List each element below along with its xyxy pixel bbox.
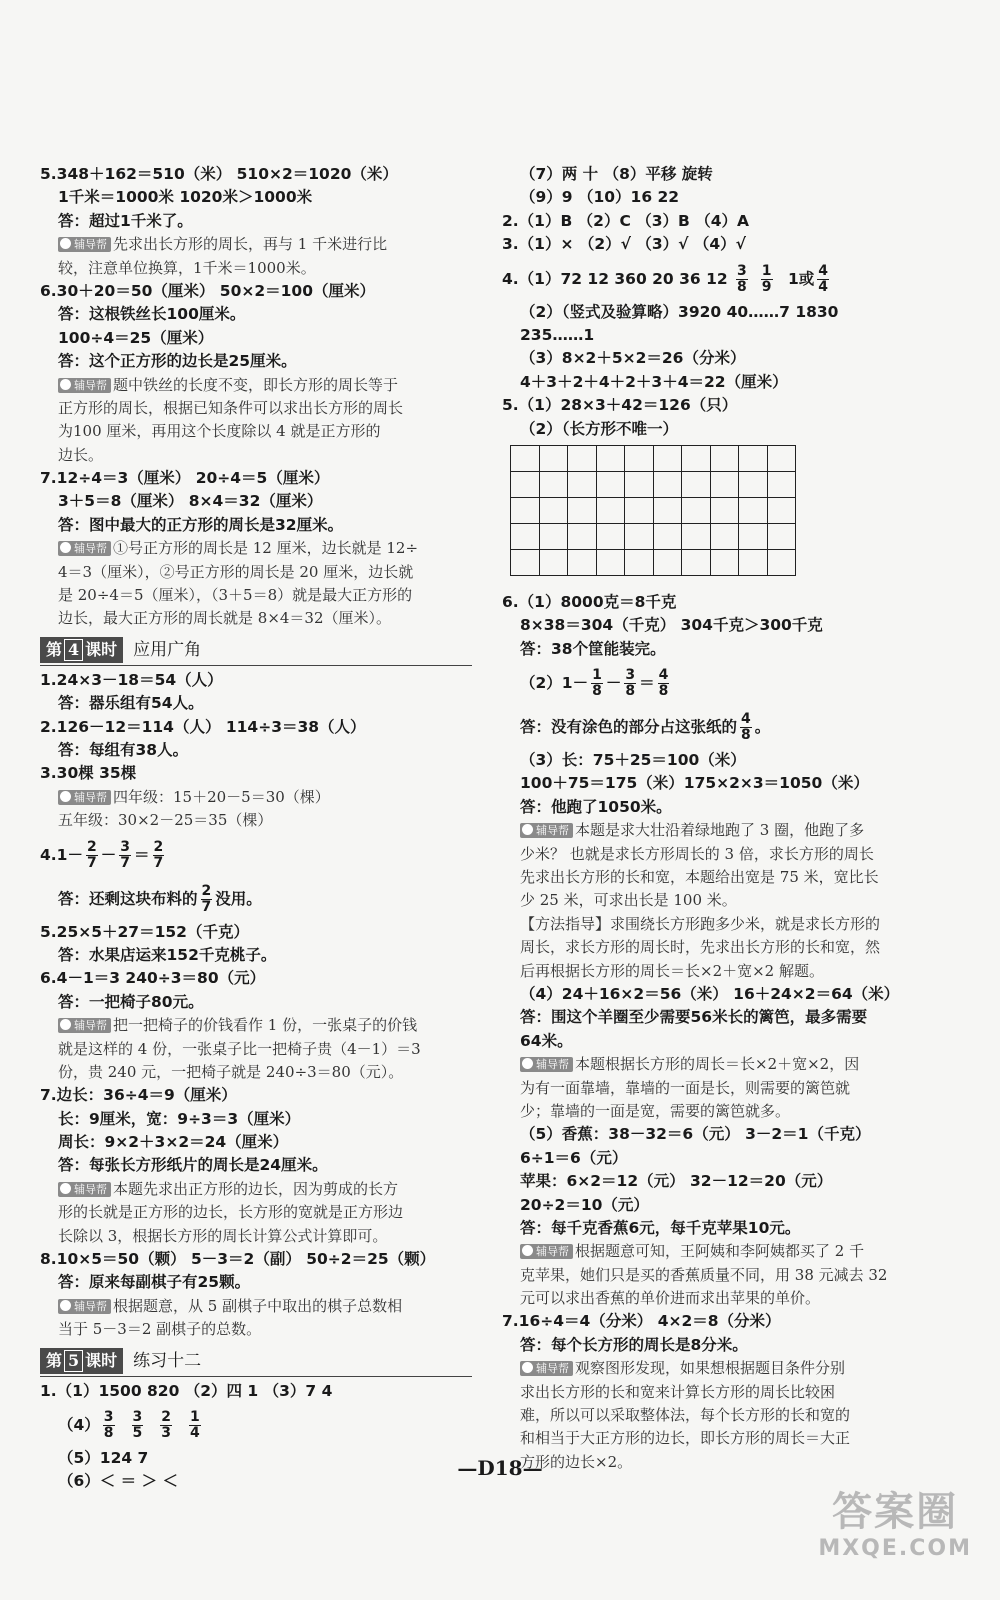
tutor-badge-label: 辅导帮 [536,1362,569,1376]
tutor-note-text: 求出长方形的长和宽来计算长方形的周长比较困 [520,1382,836,1401]
grid-cell [654,472,683,498]
grid-cell [511,498,540,524]
tutor-note-line [502,819,934,842]
equation-prefix: 4.1－ [40,845,83,864]
tutor-badge-icon [522,1362,533,1373]
tutor-badge [58,541,111,556]
answer-line: 答：这根铁丝长100厘米。 [58,305,246,324]
grid-cell [597,472,626,498]
grid-cell [540,472,569,498]
answer-line: 64米。 [520,1031,573,1050]
fraction [740,712,752,743]
tutor-badge-label: 辅导帮 [74,238,107,252]
tutor-badge-icon [60,379,71,390]
tutor-note-text: 克苹果，她们只是买的香蕉质量不同，用 38 元减去 32 [520,1265,888,1284]
grid-cell [682,498,711,524]
lesson-tag [40,637,123,663]
fraction-numerator: 3 [120,838,130,855]
tutor-note-text: 为有一面靠墙，靠墙的一面是长，则需要的篱笆就 [520,1078,851,1097]
tutor-note-line [40,537,472,560]
fraction-list [40,1403,472,1447]
answer-line: 2.126－12＝114（人） 114÷3＝38（人） [40,717,366,736]
answer-line: 答：图中最大的正方形的周长是32厘米。 [58,515,344,534]
fraction-numerator: 4 [818,262,828,279]
fraction-numerator: 2 [153,838,164,855]
tutor-note-text: ①号正方形的周长是 12 厘米，边长就是 12÷ [113,539,419,558]
tutor-badge-icon [60,238,71,249]
grid-cell [625,472,654,498]
grid-cell [625,524,654,550]
tutor-note-line [40,374,472,397]
answer-line: 6.4－1＝3 240÷3＝80（元） [40,969,266,988]
tutor-note-text: 根据题意可知，王阿姨和李阿姨都买了 2 千 [575,1242,865,1261]
tutor-note-line [40,397,472,420]
answer-line: 答：他跑了1050米。 [520,797,672,816]
tutor-badge-label: 辅导帮 [536,1058,569,1072]
fraction [119,840,131,871]
tutor-badge [520,1057,573,1072]
page-number: —D18— [457,1456,543,1480]
answer-prefix: 答：没有涂色的部分占这张纸的 [520,718,738,737]
fraction-denominator: 3 [161,1424,172,1441]
grid-cell [711,550,740,576]
tutor-note-line [502,1240,934,1263]
tutor-badge-label: 辅导帮 [74,542,107,556]
fraction [624,668,636,699]
fraction-numerator: 3 [103,1408,114,1425]
answer-line: 答：器乐组有54人。 [58,694,204,713]
tutor-note-line [40,561,472,584]
answer-line: 6.（1）8000克＝8千克 [502,592,677,611]
square-grid [510,445,796,576]
tutor-badge-icon [60,1300,71,1311]
tutor-note-line [502,1287,934,1310]
tutor-note-line [40,233,472,256]
tutor-note-text: 边长，最大正方形的周长就是 8×4＝32（厘米）。 [58,609,392,628]
grid-cell [568,498,597,524]
equation-prefix: （2）1－ [520,674,589,693]
tutor-note-text: 边长。 [58,445,104,464]
answer-line: （2）（长方形不唯一） [520,419,679,438]
watermark [818,1488,972,1561]
grid-cell [654,446,683,472]
tutor-note-text: 为100 厘米，再用这个长度除以 4 就是正方形的 [58,422,381,441]
lesson-title: 应用广角 [133,639,202,660]
answer-line: 答：38个筐能装完。 [520,639,666,658]
tutor-note-line [502,866,934,889]
grid-cell [568,550,597,576]
grid-cell [711,524,740,550]
tutor-badge-label: 辅导帮 [74,1299,107,1313]
grid-cell [540,550,569,576]
tutor-badge-icon [522,1245,533,1256]
grid-cell [711,446,740,472]
lesson-number: 4 [64,639,83,661]
left-column [40,163,472,1494]
answer-line: 答：每个长方形的周长是8分米。 [520,1335,748,1354]
answer-line: 答：水果店运来152千克桃子。 [58,945,277,964]
tutor-note-text: 本题是求大壮沿着绿地跑了 3 圈，他跑了多 [575,821,865,840]
grid-cell [739,446,768,472]
grid-cell [568,524,597,550]
tutor-badge-icon [60,542,71,553]
answer-line: 答：围这个羊圈至少需要56米长的篱笆，最多需要 [520,1008,868,1027]
grid-cell [597,446,626,472]
tutor-note-line [502,913,934,936]
tutor-badge [58,237,111,252]
tutor-badge-label: 辅导帮 [74,790,107,804]
fraction [103,1410,115,1441]
tutor-badge-label: 辅导帮 [536,1245,569,1259]
fraction-denominator: 5 [132,1424,143,1441]
grid-cell [682,472,711,498]
tutor-note-line [502,1100,934,1123]
lesson-prefix: 第 [46,1350,63,1370]
fraction-numerator: 3 [132,1408,143,1425]
rectangle-grid-figure [502,441,934,591]
answer-line: 100＋75＝175（米）175×2×3＝1050（米） [520,774,869,793]
answer-line: 235……1 [520,325,595,344]
answer-line: 20÷2＝10（元） [520,1195,649,1214]
tutor-note-text: 正方形的周长，根据已知条件可以求出长方形的周长 [58,398,404,417]
grid-cell [739,524,768,550]
fraction [817,264,829,295]
fraction-numerator: 2 [161,1408,172,1425]
fraction [153,840,165,871]
tutor-note-text: 先求出长方形的长和宽，本题给出宽是 75 米，宽比长 [520,868,879,887]
lesson-suffix: 课时 [85,1350,118,1370]
lesson-tag [40,1348,123,1374]
grid-cell [768,524,797,550]
tutor-note-line [502,1427,934,1450]
tutor-note-text: 周长，求长方形的周长时，先求出长方形的长和宽，然 [520,938,881,957]
fraction-numerator: 4 [741,711,751,728]
grid-cell [511,550,540,576]
fraction-answer [40,877,472,921]
answer-suffix: 没用。 [215,889,262,908]
grid-cell [568,472,597,498]
fraction-denominator: 8 [741,727,751,744]
tutor-note-line [502,960,934,983]
fraction-numerator: 3 [625,667,636,684]
grid-cell [711,472,740,498]
grid-cell [511,446,540,472]
tutor-note-text: 四年级：15＋20－5＝30（棵） [113,787,330,806]
tutor-note-text: 五年级：30×2－25＝35（棵） [58,811,273,830]
answer-line: （9）9 （10）16 22 [520,188,680,207]
lesson-suffix: 课时 [85,639,118,659]
tutor-note-text: 本题先求出正方形的边长，因为剪成的长方 [113,1179,399,1198]
answer-line: 答：一把椅子80元。 [58,992,204,1011]
fraction [658,668,670,699]
tutor-note-line [502,1404,934,1427]
answer-line: 5.25×5＋27＝152（千克） [40,922,249,941]
grid-cell [682,524,711,550]
fraction [160,1410,172,1441]
tutor-note-line [502,1264,934,1287]
tutor-note-line [40,1201,472,1224]
answer-line: （6）＜ ＝ ＞ ＜ [58,1472,178,1491]
tutor-note-text: 较，注意单位换算，1千米＝1000米。 [58,258,316,277]
tutor-note-line [502,1357,934,1380]
fraction-denominator: 8 [625,683,636,700]
tutor-badge-icon [60,791,71,802]
tutor-badge [520,1361,573,1376]
answer-line: 5.348＋162＝510（米） 510×2＝1020（米） [40,165,398,183]
grid-cell [540,524,569,550]
answer-line: 长：9厘米，宽：9÷3＝3（厘米） [58,1109,301,1128]
answer-line: 答：每张长方形纸片的周长是24厘米。 [58,1156,328,1175]
fraction-numerator: 4 [658,667,669,684]
fraction-numerator: 2 [201,882,212,899]
lesson-header [40,1346,472,1377]
grid-cell [511,472,540,498]
fraction-denominator: 8 [737,278,747,295]
fraction-answer [502,705,934,749]
tutor-note-line [40,1318,472,1341]
answer-line: 7.16÷4＝4（分米） 4×2＝8（分米） [502,1312,781,1331]
tutor-note-line [40,1178,472,1201]
tutor-badge [58,378,111,393]
answer-line: 答：这个正方形的边长是25厘米。 [58,352,297,371]
tutor-note-line [40,1225,472,1248]
tutor-note-text: 4＝3（厘米），②号正方形的周长是 20 厘米，边长就 [58,562,414,581]
fraction-denominator: 8 [103,1424,114,1441]
fraction-denominator: 7 [86,854,97,871]
fraction [132,1410,144,1441]
fraction-numerator: 1 [592,667,602,684]
answer-line: 6.30＋20＝50（厘米） 50×2＝100（厘米） [40,281,375,300]
answer-line: 3.（1）× （2）√ （3）√ （4）√ [502,235,747,254]
fraction-numerator: 1 [190,1408,200,1425]
mixed-prefix: 4.（1）72 12 360 20 36 12 [502,269,734,288]
tutor-note-text: 形的长就是正方形的边长，长方形的宽就是正方形边 [58,1203,404,1222]
answer-line: （2）（竖式及验算略）3920 40……7 1830 [520,302,839,321]
operator: － [100,845,117,864]
grid-cell [597,524,626,550]
operator: ＝ [133,845,150,864]
answer-line: 答：每千克香蕉6元，每千克苹果10元。 [520,1218,801,1237]
grid-cell [768,446,797,472]
tutor-note-line [502,1053,934,1076]
grid-cell [511,524,540,550]
tutor-note-text: 方形的边长×2。 [520,1452,633,1471]
answer-suffix: 。 [754,718,771,737]
answer-line: 8.10×5＝50（颗） 5－3＝2（副） 50÷2＝25（颗） [40,1250,436,1269]
tutor-note-text: 观察图形发现，如果想根据题目条件分别 [575,1359,846,1378]
answer-line: 1千米＝1000米 1020米＞1000米 [58,188,313,207]
answer-line: 7.12÷4＝3（厘米） 20÷4＝5（厘米） [40,469,330,488]
grid-cell [540,498,569,524]
tutor-note-line [40,786,472,809]
answer-line: 5.（1）28×3＋42＝126（只） [502,396,738,415]
tutor-note-line [40,1014,472,1037]
tutor-note-line [40,444,472,467]
fraction-numerator: 2 [86,838,97,855]
tutor-note-line [40,1038,472,1061]
tutor-badge-label: 辅导帮 [536,824,569,838]
fraction [591,668,603,699]
grid-cell [739,498,768,524]
grid-cell [654,524,683,550]
tutor-badge [58,790,111,805]
tutor-note-line [502,1077,934,1100]
fraction-numerator: 1 [761,262,772,279]
grid-cell [597,498,626,524]
grid-cell [739,550,768,576]
answer-line: 6÷1＝6（元） [520,1148,628,1167]
tutor-note-text: 本题根据长方形的周长＝长×2＋宽×2，因 [575,1055,860,1074]
grid-cell [768,550,797,576]
watermark-url: MXQE.COM [818,1536,972,1561]
lesson-prefix: 第 [46,639,63,659]
answer-line: 100÷4＝25（厘米） [58,328,214,347]
fraction [201,884,213,915]
tutor-note-line [40,420,472,443]
grid-cell [597,550,626,576]
answer-line: （3）长：75＋25＝100（米） [520,751,746,770]
grid-cell [768,498,797,524]
right-column [502,163,934,1474]
answer-prefix: 答：还剩这块布料的 [58,889,198,908]
tutor-badge [520,1244,573,1259]
tutor-badge-icon [60,1183,71,1194]
grid-cell [654,498,683,524]
fraction-mixed-line [502,257,934,301]
tutor-note-text: 少米？ 也就是求长方形周长的 3 倍，求长方形的周长 [520,844,874,863]
tutor-note-text: 【方法指导】求围绕长方形跑多少米，就是求长方形的 [520,914,881,933]
fraction-equation [40,833,472,877]
answer-line: 周长：9×2＋3×2＝24（厘米） [58,1133,289,1152]
grid-cell [540,446,569,472]
operator: － [605,674,622,693]
answer-line: 8×38＝304（千克） 304千克＞300千克 [520,616,823,635]
tutor-note-line [502,889,934,912]
fraction [761,264,773,295]
fraction-numerator: 3 [737,262,747,279]
fraction-denominator: 4 [818,278,828,295]
fraction-denominator: 7 [153,854,164,871]
tutor-badge-icon [522,1058,533,1069]
answer-line: 答：原来每副棋子有25颗。 [58,1273,251,1292]
answer-line: （5）124 7 [58,1448,149,1467]
tutor-note-text: 长除以 3，根据长方形的周长计算公式计算即可。 [58,1226,388,1245]
tutor-badge [58,1182,111,1197]
tutor-badge [520,823,573,838]
tutor-note-text: 是 20÷4＝5（厘米），（3＋5＝8）就是最大正方形的 [58,586,413,605]
tutor-note-line [40,1061,472,1084]
tutor-badge-icon [60,1019,71,1030]
answer-line: 3＋5＝8（厘米） 8×4＝32（厘米） [58,492,323,511]
tutor-badge-icon [522,824,533,835]
answer-line: 1.（1）1500 820 （2）四 1 （3）7 4 [40,1381,333,1400]
grid-cell [625,446,654,472]
tutor-badge-label: 辅导帮 [74,1182,107,1196]
grid-cell [711,498,740,524]
lesson-header [40,635,472,666]
tutor-note-text: 先求出长方形的周长，再与 1 千米进行比 [113,235,388,254]
fraction-denominator: 8 [592,683,602,700]
tutor-badge-label: 辅导帮 [74,1019,107,1033]
tutor-note-line [40,1295,472,1318]
tutor-badge [58,1018,111,1033]
tutor-note-text: 当于 5－3＝2 副棋子的总数。 [58,1320,262,1339]
lesson-number: 5 [64,1350,83,1372]
tutor-note-text: 根据题意，从 5 副棋子中取出的棋子总数相 [113,1296,403,1315]
tutor-note-text: 把一把椅子的价钱看作 1 份，一张桌子的价钱 [113,1016,418,1035]
tutor-note-text: 后再根据长方形的周长＝长×2＋宽×2 解题。 [520,961,824,980]
fraction-denominator: 8 [658,683,669,700]
tutor-note-line [40,257,472,280]
tutor-note-text: 少；靠墙的一面是宽，需要的篱笆就多。 [520,1101,791,1120]
answer-line: 苹果：6×2＝12（元） 32－12＝20（元） [520,1172,833,1191]
tutor-note-text: 少 25 米，可求出长是 100 米。 [520,891,737,910]
mixed-mid: 1或 [782,269,815,288]
tutor-note-text: 份，贵 240 元，一把椅子就是 240÷3＝80（元）。 [58,1062,404,1081]
tutor-note-line [502,1381,934,1404]
answer-line: 7.边长：36÷4＝9（厘米） [40,1086,237,1105]
fraction-denominator: 4 [190,1424,200,1441]
tutor-note-text: 和相当于大正方形的边长，即长方形的周长＝大正 [520,1429,851,1448]
operator: ＝ [639,674,655,693]
grid-cell [654,550,683,576]
watermark-text: 答案圈 [832,1489,959,1535]
grid-cell [568,446,597,472]
tutor-note-text: 就是这样的 4 份，一张桌子比一把椅子贵（4－1）＝3 [58,1039,421,1058]
answer-line: （5）香蕉：38－32＝6（元） 3－2＝1（千克） [520,1125,871,1144]
tutor-note-line [40,607,472,630]
answer-line: 1.24×3－18＝54（人） [40,670,223,689]
tutor-badge-label: 辅导帮 [74,378,107,392]
tutor-note-text: 元可以求出香蕉的单价进而求出苹果的单价。 [520,1289,821,1308]
fraction-equation [502,661,934,705]
answer-line: 答：超过1千米了。 [58,211,193,230]
fraction-denominator: 7 [120,854,130,871]
answer-line: 3.30棵 35棵 [40,764,137,783]
answer-line: 2.（1）B （2）C （3）B （4）A [502,211,750,230]
fraction-denominator: 7 [201,898,212,915]
answer-line: （3）8×2＋5×2＝26（分米） [520,349,746,368]
grid-cell [625,498,654,524]
grid-cell [625,550,654,576]
tutor-note-text: 难，所以可以采取整体法，每个长方形的长和宽的 [520,1406,851,1425]
fraction [86,840,98,871]
grid-cell [682,446,711,472]
answer-line: 答：每组有38人。 [58,740,189,759]
tutor-note-text: 题中铁丝的长度不变，即长方形的周长等于 [113,375,399,394]
fraction [189,1410,201,1441]
grid-cell [682,550,711,576]
fraction-denominator: 9 [761,278,772,295]
tutor-badge [58,1299,111,1314]
answer-line: 4＋3＋2＋4＋2＋3＋4＝22（厘米） [520,372,788,391]
tutor-note-line [40,584,472,607]
fraction [736,264,748,295]
tutor-note-line [502,843,934,866]
answer-line: （4）24＋16×2＝56（米） 16＋24×2＝64（米） [520,984,900,1003]
list-prefix: （4） [58,1415,100,1434]
lesson-title: 练习十二 [133,1350,202,1371]
tutor-note-line [40,809,472,832]
answer-line: （7）两 十 （8）平移 旋转 [520,165,713,183]
grid-cell [768,472,797,498]
grid-cell [739,472,768,498]
tutor-note-line [502,936,934,959]
